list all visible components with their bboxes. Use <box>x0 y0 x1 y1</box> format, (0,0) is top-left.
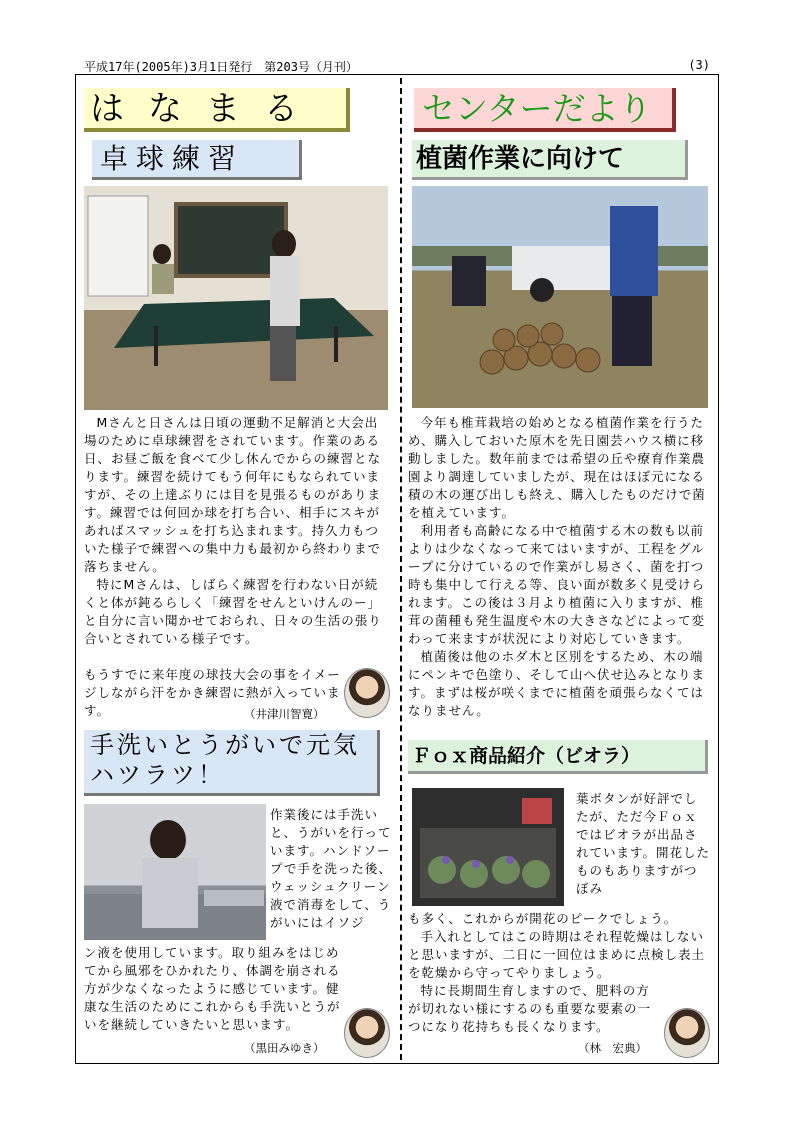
handwash-side-text: 作業後には手洗いと、うがいを行っています。ハンドソープで手を洗った後、ウェッシュクリーン液で消毒をして、うがいにはイソジ <box>270 807 392 930</box>
fox-title: Ｆｏｘ商品紹介（ビオラ） <box>408 740 708 774</box>
fox-signature: （林 宏典） <box>578 1041 647 1055</box>
fox-paragraph-3: 特に長期間生育しますので、肥料の方が切れない様にするのも重要な要素の一つになり花持ちも長くなります。 <box>408 983 652 1034</box>
inoculation-paragraph-1: 今年も椎茸栽培の始めとなる植菌作業を行うため、購入しておいた原木を先日園芸ハウス横に移動しました。数年前までは希望の丘や療育作業農園より調達していましたが、現在はほぼ元になる積の木の運び出しも終え、購入したものだけで菌を植えています。 <box>408 415 706 520</box>
handwash-signature: （黒田みゆき） <box>244 1041 325 1055</box>
hanamaru-banner: はなまる <box>84 88 350 132</box>
table-tennis-paragraph-1: Mさんと日さんは日頃の運動不足解消と大会出場のために卓球練習をされています。作業のある日、お昼ご飯を食べて少し休んでからの練習となります。練習を続けてもう何年にもなられていますが、その上達ぶりには目を見張るものがあります。練習では何回か球を打ち合い、相手にスキがあればスマッシュを打ち込まれます。持久力もついた様子で練習への集中力も最初から終わりまで落ちません。 <box>84 415 382 574</box>
inoculation-title: 植菌作業に向けて <box>412 140 688 180</box>
table-tennis-illustration <box>84 186 388 410</box>
fox-paragraph-2: 手入れとしてはこの時期はそれ程乾燥はしないと思いますが、二日に一回位はまめに点検し表土を乾燥から守ってやりましょう。 <box>408 929 706 980</box>
table-tennis-paragraph-2: 特にMさんは、しばらく練習を行わない日が続くと体が鈍るらしく「練習をせんといけんのー」と自分に言い聞かせておられ、日々の生活の張り合いとされている様子です。 <box>84 577 382 646</box>
handwash-full-text: ン液を使用しています。取り組みをはじめてから風邪をひかれたり、体調を崩される方が少なくなったように感じています。健康な生活のためにこれからも手洗いとうがいを継続していきたいと思います。 <box>84 945 341 1032</box>
viola-photo <box>412 788 564 906</box>
issue-line: 平成17年(2005年)3月1日発行 第203号（月刊） <box>84 60 358 74</box>
center-news-banner: センターだより <box>414 88 676 132</box>
inoculation-paragraph-2: 利用者も高齢になる中で植菌する木の数も以前よりは少なくなって来てはいますが、工程をグループに分けているので作業がし易さく、菌を打つ時も集中して行える等、良い面が数多く見受けられます。この後は３月より植菌に入りますが、椎茸の菌種も発生温度や木の大きさなどによって変わって来ますが状況により対応していきます。 <box>408 523 706 646</box>
table-tennis-paragraph-3: もうすでに来年度の球技大会の事をイメージしながら汗をかき練習に熱が入っています。 <box>84 667 341 718</box>
logs-photo <box>412 186 708 408</box>
handwash-photo <box>84 804 266 940</box>
fox-full-text <box>408 910 712 1036</box>
author-photo-hayashi <box>664 1008 710 1058</box>
fox-side-text: 葉ボタンが好評でしたが、ただ今Ｆｏｘではビオラが出品されています。開花したものもありますがつぼみ <box>576 791 711 896</box>
table-tennis-photo <box>84 186 388 410</box>
page-number: (3) <box>688 58 710 72</box>
handwash-illustration <box>84 804 266 940</box>
column-divider <box>400 78 402 1060</box>
inoculation-body <box>408 414 712 720</box>
author-photo-kuroda <box>344 1008 390 1058</box>
table-tennis-signature: （井津川智寛） <box>244 707 325 721</box>
author-photo-izugawa <box>344 668 390 718</box>
inoculation-paragraph-3: 植菌後は他のホダ木と区別をするため、木の端にペンキで色塗り、そして山へ伏せ込みとなります。まずは桜が咲くまでに植菌を頑張らなくてはなりません。 <box>408 649 706 718</box>
handwash-title: 手洗いとうがいで元気ハツラツ！ <box>84 730 380 796</box>
viola-illustration <box>412 788 564 906</box>
table-tennis-title: 卓球練習 <box>92 140 302 180</box>
table-tennis-body <box>84 414 390 648</box>
logs-illustration <box>412 186 708 408</box>
fox-paragraph-1: も多く、これからが開花のピークでしょう。 <box>408 911 678 926</box>
